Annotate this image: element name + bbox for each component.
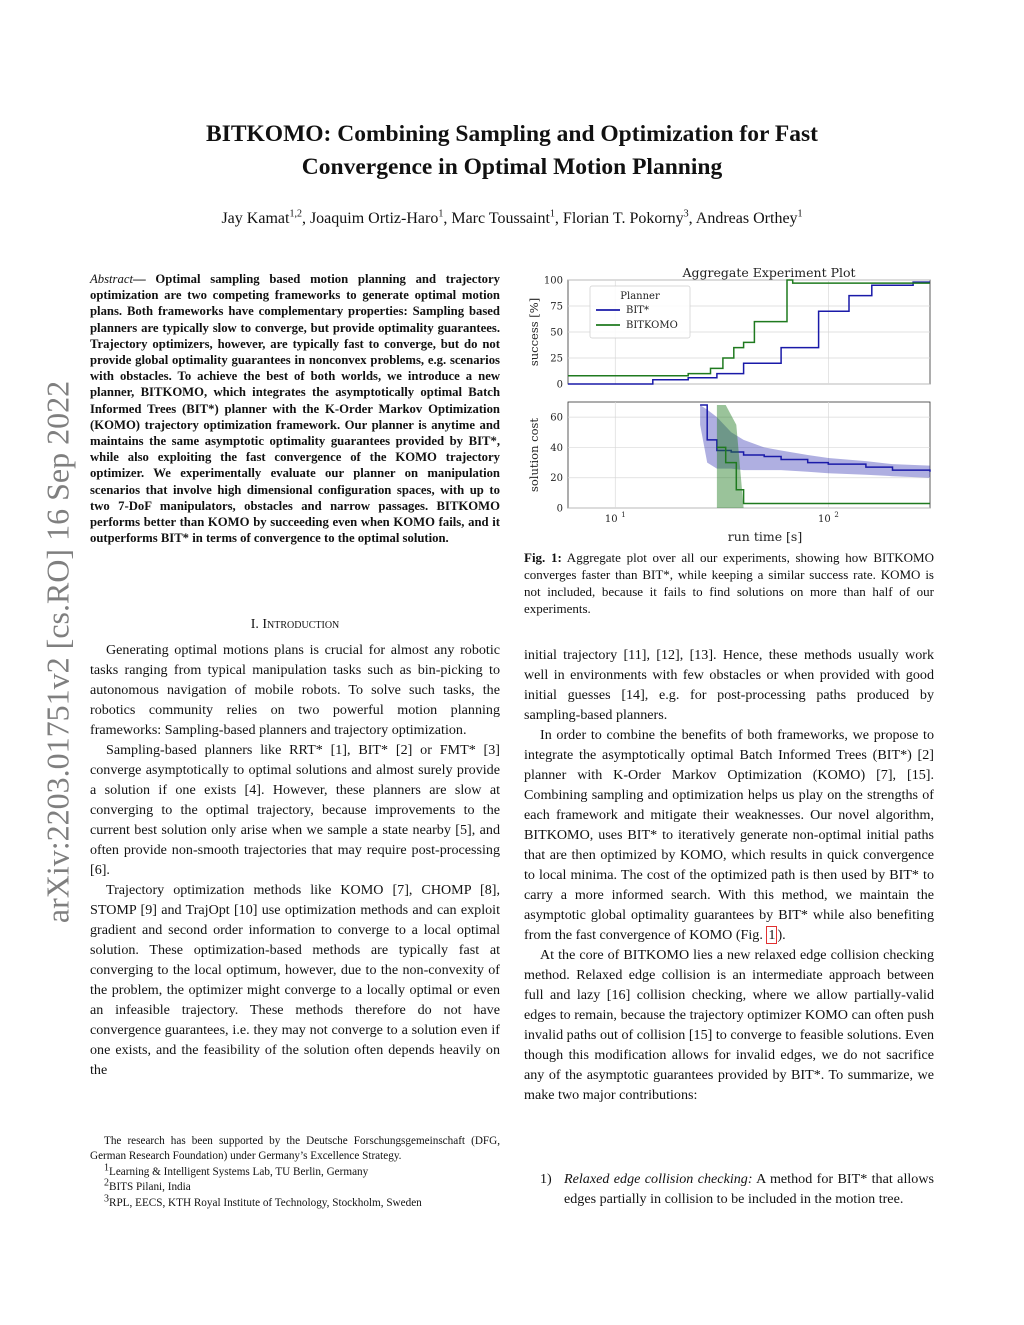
footnotes — [90, 1134, 500, 1211]
y-tick-label: 20 — [550, 473, 563, 485]
author-list: Jay Kamat$^{1,2}$, Joaquim Ortiz-Haro$^1$, Marc Toussaint$^1$, Florian T. Pokorny$^3$, Andreas Orthey$^1$ — [221, 208, 803, 227]
figure-aggregate-plot — [524, 262, 944, 544]
section-title: Introduction — [262, 617, 340, 632]
x-tick-exponent: 2 — [834, 511, 839, 519]
affiliation-2: $^2$BITS Pilani, India — [104, 1177, 191, 1194]
x-tick-exponent: 1 — [621, 511, 626, 519]
y-tick-label: 25 — [550, 353, 563, 365]
author-1-aff: 1,2 — [289, 208, 302, 220]
y-tick-label: 50 — [550, 327, 563, 339]
left-column-body — [90, 640, 500, 1080]
legend-entry: BITKOMO — [626, 320, 678, 331]
paragraph: initial trajectory [11], [12], [13]. Hence, these methods usually work well in environments with few obstacles or when provided with good initial guesses [14], e.g. for post-processing paths produced by sampling-based planners. — [524, 647, 934, 723]
abstract-lead: Abstract — [90, 272, 133, 286]
legend-entry: BIT* — [626, 305, 649, 316]
paper-title — [80, 118, 944, 184]
paragraph: Sampling-based planners like RRT* [1], BIT* [2] or FMT* [3] converge asymptotically to optimal solutions and almost surely provide a solution if one exists [4]. However, these planners are slow at converging to the optimal trajectory, because improvements to the current best solution only arise when we sample a state nearby [5], and often provide non-smooth trajectories that may require post-processing [6]. — [90, 742, 500, 878]
y-tick-label: 40 — [550, 442, 563, 454]
success-rate-panel — [527, 265, 930, 391]
author-2: Joaquim Ortiz-Haro — [309, 210, 439, 227]
author-5: Andreas Orthey — [695, 210, 798, 227]
affiliation-1: $^1$Learning & Intelligent Systems Lab, TU Berlin, Germany — [104, 1162, 369, 1178]
y-tick-label: 0 — [556, 379, 563, 391]
figure-caption-text: Aggregate plot over all our experiments, showing how BITKOMO converges faster than BIT*, while keeping a similar success rate. KOMO is not included, because it fails to find solutions on more than half of our experiments. — [524, 550, 934, 616]
paragraph: Trajectory optimization methods like KOMO [7], CHOMP [8], STOMP [9] and TrajOpt [10] use optimization methods and can exploit gradient and second order information to converge to a local optimal solution. These optimization-based methods are typically fast at converging to the local optimum, however, due to the non-convexity of the problem, the optimizer might converge to a locally optimal or even an infeasible trajectory. These methods therefore do not have convergence guarantees, i.e. they may not converge to a solution even if one exists, and the feasibility of the solution often depends heavily on the — [90, 882, 500, 1078]
figure-ref-link[interactable]: 1 — [768, 927, 776, 943]
affiliation-3: $^3$RPL, EECS, KTH Royal Institute of Technology, Stockholm, Sweden — [104, 1192, 422, 1209]
arxiv-identifier: arXiv:2203.01751v2 [cs.RO] 16 Sep 2022 — [39, 380, 76, 924]
author-4-aff: 3 — [683, 208, 689, 220]
contribution-number: 1) — [540, 1171, 552, 1187]
paragraph: Generating optimal motions plans is crucial for almost any robotic tasks ranging from typical manipulation tasks such as bin-picking to autonomous navigation of mobile robots. To solve such tasks, the robotics community relies on two powerful motion planning frameworks: Sampling-based planners and trajectory optimization. — [90, 642, 500, 738]
y-axis-label: solution cost — [527, 417, 541, 493]
contribution-list — [540, 1169, 934, 1209]
legend-title: Planner — [620, 291, 660, 302]
title-line-1: BITKOMO: Combining Sampling and Optimization for Fast — [206, 121, 818, 147]
y-tick-label: 0 — [556, 503, 563, 515]
abstract-text: — Optimal sampling based motion planning and trajectory optimization are two competing frameworks to generate optimal motion plans. Both frameworks have complementary properties: Sampling based planners are typically slow to converge, but provide optimality guarantees. Trajectory optimizers, however, are typically fast to converge, but do not provide global optimality guarantees in nonconvex problems, e.g. scenarios with obstacles. To achieve the best of both worlds, we introduce a new planner, BITKOMO, which integrates the asymptotically optimal Batch Informed Trees (BIT*) planner with the K-Order Markov Optimization (KOMO) trajectory optimization framework. Our planner is anytime and maintains the same asymptotic optimality guarantees provided by BIT*, while also exploiting the fast convergence of the KOMO trajectory optimizer. We experimentally evaluate our planner on manipulation scenarios that involve high dimensional configuration spaces, with up to two 7-DoF manipulators, obstacles and narrow passages. BITKOMO performs better than KOMO by succeeding even when KOMO fails, and it outperforms BIT* in terms of convergence to the optimal solution. — [90, 272, 500, 546]
y-tick-label: 75 — [550, 301, 563, 313]
author-1: Jay Kamat — [221, 210, 290, 227]
funding-footnote: The research has been supported by the Deutsche Forschungsgemeinschaft (DFG, German Research Foundation) under Germany’s Excellence Strategy. — [90, 1135, 500, 1163]
title-line-2: Convergence in Optimal Motion Planning — [301, 154, 723, 180]
section-number: I. — [250, 617, 259, 632]
chart-title: Aggregate Experiment Plot — [682, 265, 856, 280]
figure-caption — [524, 549, 934, 617]
x-tick-label: 10 — [604, 514, 618, 525]
abstract — [90, 271, 500, 546]
author-2-aff: 1 — [438, 208, 444, 220]
y-axis-label: success [%] — [527, 297, 541, 367]
x-tick-label: 10 — [817, 514, 831, 525]
paragraph: At the core of BITKOMO lies a new relaxed edge collision checking method. Relaxed edge collision is an intermediate approach between full and lazy [16] collision checking, where we allow partially-valid edges to remain, because the trajectory optimizer KOMO can often push invalid paths out of collision [15] to converge to feasible solutions. Even though this modification allows for invalid edges, we do not sacrifice any of the asymptotic guarantees provided by BIT*. To summarize, we make two major contributions: — [524, 947, 934, 1103]
author-4: Florian T. Pokorny — [562, 210, 684, 227]
x-axis-label: run time [s] — [727, 529, 803, 544]
contribution-item: Relaxed edge collision checking: A method for BIT* that allows edges partially in collision to be included in the motion tree. — [564, 1171, 934, 1207]
y-tick-label: 60 — [550, 412, 563, 424]
author-3-aff: 1 — [549, 208, 555, 220]
right-column-body — [524, 645, 934, 1105]
author-3: Marc Toussaint — [451, 210, 550, 227]
solution-cost-panel — [527, 402, 930, 544]
figure-label: Fig. 1: — [524, 550, 562, 565]
section-heading-introduction — [90, 617, 500, 633]
author-5-aff: 1 — [797, 208, 803, 220]
paragraph: In order to combine the benefits of both frameworks, we propose to integrate the asymptotically optimal Batch Informed Trees (BIT*) [2] planner with K-Order Markov Optimization (KOMO) [7], [15]. Combining sampling and optimization helps us play on the strengths of each framework and mitigate their weaknesses. Our novel algorithm, BITKOMO, uses BIT* to iteratively generate non-optimal initial paths that are then optimized by KOMO, which results in quick convergence to local minima. The cost of the optimized path is then used by BIT* to carry a more informed search. With this method, we maintain the asymptotic global optimality guarantees by BIT* while also benefiting from the fast convergence of KOMO (Fig. 1 ). — [524, 727, 934, 943]
y-tick-label: 100 — [543, 275, 563, 287]
